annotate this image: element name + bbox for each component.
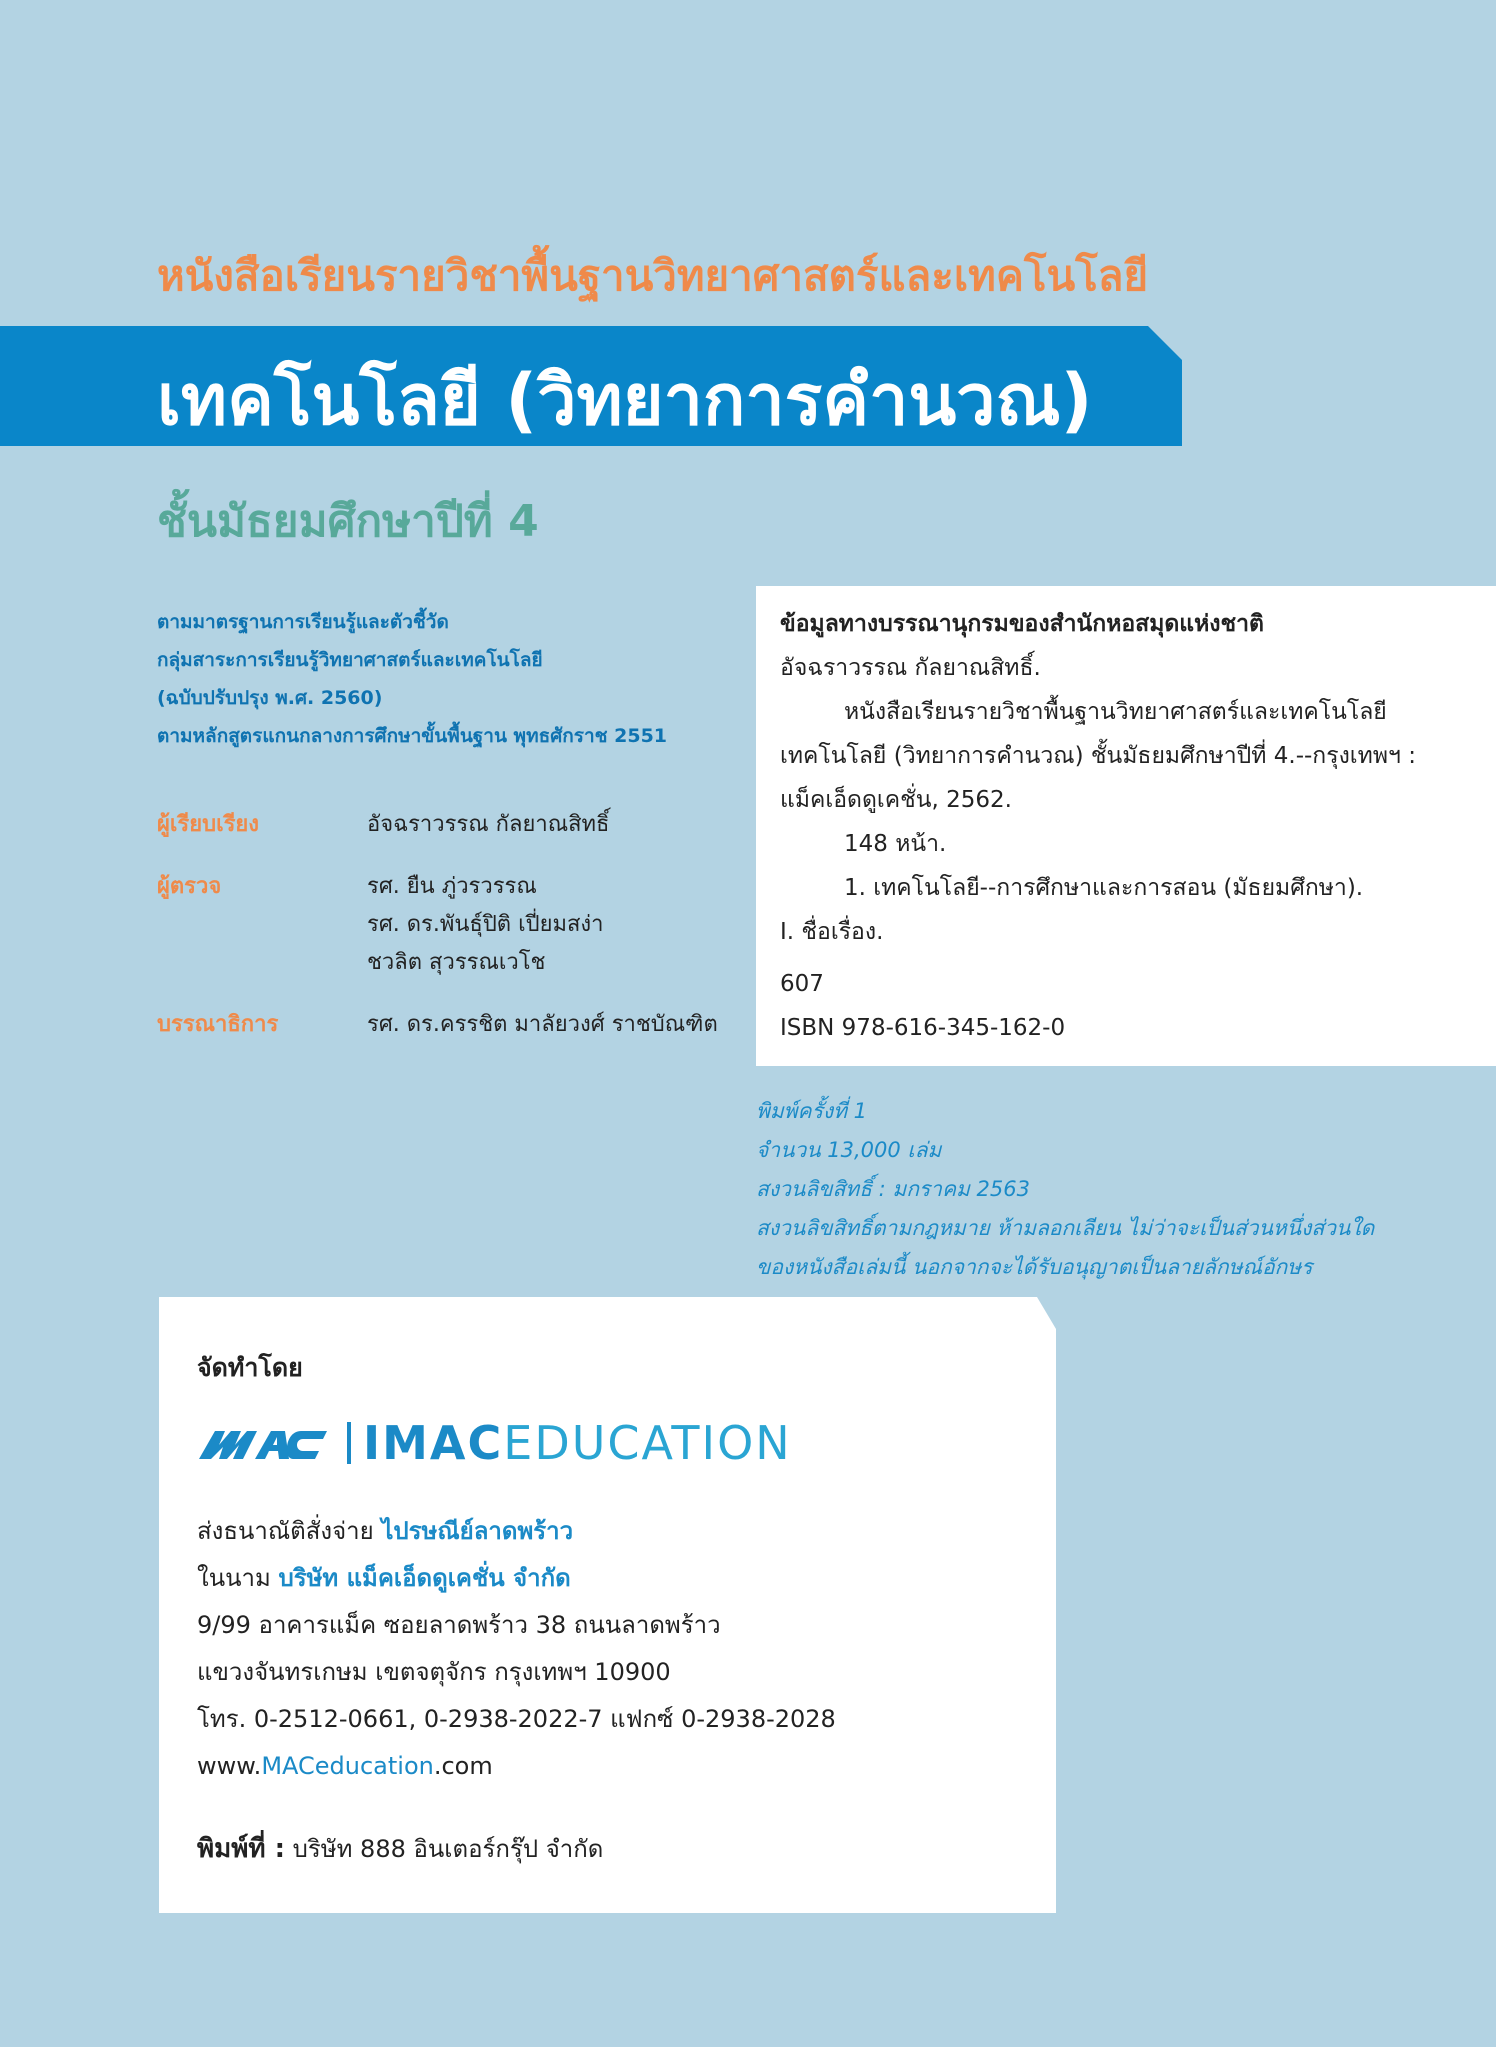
standards-line: กลุ่มสาระการเรียนรู้วิทยาศาสตร์และเทคโนโลยี — [157, 649, 543, 671]
catalog-author: อัจฉราวรรณ กัลยาณสิทธิ์. — [780, 655, 1041, 681]
made-by-label: จัดทำโดย — [197, 1353, 303, 1382]
credit-editor — [157, 1006, 757, 1044]
credit-name: รศ. ดร.ครรชิต มาลัยวงศ์ ราชบัณฑิต — [367, 1012, 718, 1037]
post-office-name: ไปรษณีย์ลาดพร้าว — [381, 1517, 574, 1545]
curriculum-standards — [157, 603, 757, 755]
credits — [157, 806, 757, 1068]
catalog-heading: ข้อมูลทางบรรณานุกรมของสำนักหอสมุดแห่งชาติ — [780, 611, 1264, 637]
print-info-line: สงวนลิขสิทธิ์ : มกราคม 2563 — [756, 1177, 1030, 1201]
logo-divider — [347, 1422, 351, 1464]
standards-line: ตามหลักสูตรแกนกลางการศึกษาขั้นพื้นฐาน พุทธศักราช 2551 — [157, 725, 668, 747]
credit-label: ผู้เรียบเรียง — [157, 812, 260, 837]
catalog-publisher: แม็คเอ็ดดูเคชั่น, 2562. — [780, 787, 1012, 813]
address-line: แขวงจันทรเกษม เขตจตุจักร กรุงเทพฯ 10900 — [197, 1658, 671, 1686]
catalog-pages: 148 หน้า. — [844, 831, 947, 857]
catalog-subject: 1. เทคโนโลยี--การศึกษาและการสอน (มัธยมศึกษา). — [844, 875, 1364, 901]
credit-author — [157, 806, 757, 844]
catalog-title-line: หนังสือเรียนรายวิชาพื้นฐานวิทยาศาสตร์และเทคโนโลยี — [844, 699, 1387, 725]
print-info-line: ของหนังสือเล่มนี้ นอกจากจะได้รับอนุญาตเป็นลายลักษณ์อักษร — [756, 1255, 1313, 1279]
credit-reviewers — [157, 868, 757, 982]
credit-name: รศ. ดร.พันธุ์ปิติ เปี่ยมสง่า — [367, 912, 604, 937]
standards-line: ตามมาตรฐานการเรียนรู้และตัวชี้วัด — [157, 611, 449, 633]
print-info — [756, 1092, 1496, 1287]
series-title: หนังสือเรียนรายวิชาพื้นฐานวิทยาศาสตร์และเทคโนโลยี — [157, 251, 1149, 300]
company-name: บริษัท แม็คเอ็ดดูเคชั่น จำกัด — [278, 1564, 571, 1592]
address-line: 9/99 อาคารแม็ค ซอยลาดพร้าว 38 ถนนลาดพร้าว — [197, 1611, 721, 1639]
printer-line: พิมพ์ที่ : บริษัท 888 อินเตอร์กรุ๊ป จำกัด — [197, 1834, 604, 1864]
catalog-title-line: เทคโนโลยี (วิทยาการคำนวณ) ชั้นมัธยมศึกษาปีที่ 4.--กรุงเทพฯ : — [780, 743, 1416, 769]
credit-label: บรรณาธิการ — [157, 1012, 279, 1037]
mac-logo-mark-icon — [197, 1423, 337, 1463]
print-info-line: พิมพ์ครั้งที่ 1 — [756, 1099, 867, 1123]
publisher-info — [197, 1348, 1017, 1873]
mac-education-logo — [197, 1418, 1017, 1468]
credit-name: ชวลิต สุวรรณเวโช — [367, 950, 546, 975]
grade-level: ชั้นมัธยมศึกษาปีที่ 4 — [157, 496, 539, 547]
cataloging-data-box — [756, 586, 1496, 1066]
credit-name: รศ. ยืน ภู่วรวรรณ — [367, 874, 537, 899]
payee-line: ในนาม บริษัท แม็คเอ็ดดูเคชั่น จำกัด — [197, 1564, 571, 1592]
money-order-line: ส่งธนาณัติสั่งจ่าย ไปรษณีย์ลาดพร้าว — [197, 1517, 574, 1545]
print-info-line: สงวนลิขสิทธิ์ตามกฎหมาย ห้ามลอกเลียน ไม่ว่าจะเป็นส่วนหนึ่งส่วนใด — [756, 1216, 1375, 1240]
catalog-class-number: 607 — [780, 971, 824, 997]
credit-label: ผู้ตรวจ — [157, 874, 222, 899]
website-link[interactable]: www.MACeducation.com — [197, 1752, 493, 1780]
catalog-isbn: ISBN 978-616-345-162-0 — [780, 1015, 1066, 1041]
logo-wordmark: IMACEDUCATION — [363, 1416, 792, 1470]
book-title: เทคโนโลยี (วิทยาการคำนวณ) — [157, 359, 1093, 441]
credit-name: อัจฉราวรรณ กัลยาณสิทธิ์ — [367, 812, 610, 837]
catalog-title-entry: I. ชื่อเรื่อง. — [780, 919, 884, 945]
standards-line: (ฉบับปรับปรุง พ.ศ. 2560) — [157, 687, 383, 709]
print-info-line: จำนวน 13,000 เล่ม — [756, 1138, 942, 1162]
phone-line: โทร. 0-2512-0661, 0-2938-2022-7 แฟกซ์ 0-2938-2028 — [197, 1705, 836, 1733]
